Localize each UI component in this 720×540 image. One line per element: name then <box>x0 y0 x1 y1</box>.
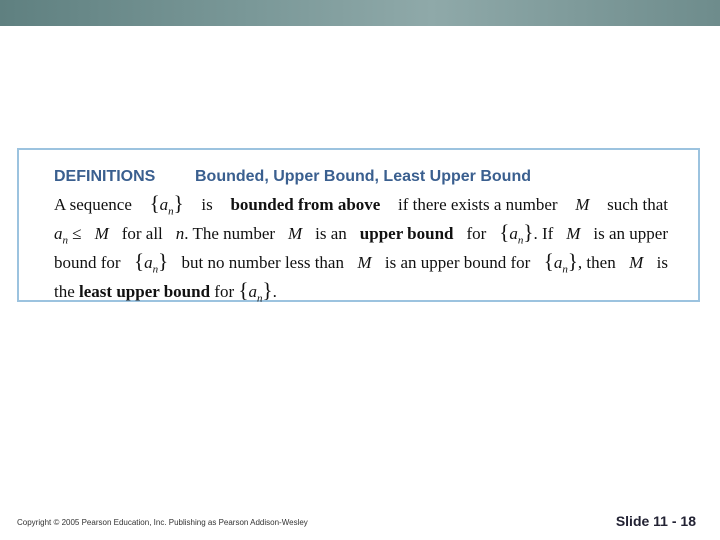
definition-line-1: A sequence $\{a_n\}$ is bounded from above if there exists a number M such that <box>54 194 668 223</box>
definition-box <box>17 148 700 305</box>
definition-line-2: $a_n$ ≤ M for all n. The number M is an upper bound for $\{a_n\}$. If M is an upper <box>54 223 668 252</box>
title-bar-decoration <box>0 0 720 26</box>
definition-heading <box>54 168 531 186</box>
term-bounded-from-above: bounded from above <box>230 195 381 214</box>
term-upper-bound: upper bound <box>359 223 454 243</box>
copyright-notice: Copyright © 2005 Pearson Education, Inc. Publishing as Pearson Addison-Wesley <box>17 518 308 527</box>
term-least-upper-bound: least upper bound <box>79 281 211 301</box>
slide-number: Slide 11 - 18 <box>615 513 696 529</box>
definition-line-3: bound for $\{a_n\}$ but no number less than M is an upper bound for $\{a_n\}$, then M is <box>54 248 668 276</box>
definition-line-4: the least upper bound for $\{a_n\}$. <box>54 277 277 305</box>
definitions-label: DEFINITIONS <box>54 168 156 185</box>
definition-text <box>54 191 668 310</box>
definition-subject: Bounded, Upper Bound, Least Upper Bound <box>195 168 531 185</box>
